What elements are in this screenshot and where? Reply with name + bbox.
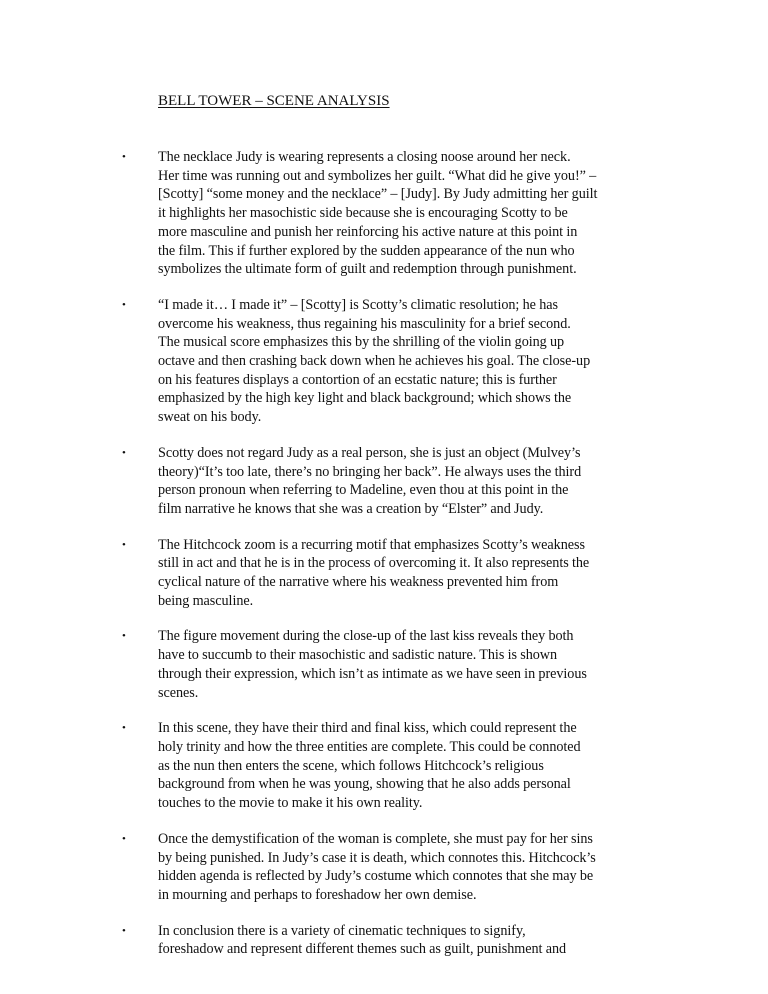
bullet-line: Scotty does not regard Judy as a real person, she is just an object (Mulvey’s bbox=[158, 444, 581, 461]
bullet-line: In conclusion there is a variety of cinematic techniques to signify, bbox=[158, 922, 526, 939]
bullet-item bbox=[118, 148, 658, 279]
bullet-line: holy trinity and how the three entities are complete. This could be connoted bbox=[158, 738, 581, 755]
bullet-line: [Scotty] “some money and the necklace” – [Judy]. By Judy admitting her guilt bbox=[158, 186, 598, 203]
bullet-line: being masculine. bbox=[158, 592, 254, 609]
bullet-line: The necklace Judy is wearing represents a closing noose around her neck. bbox=[158, 149, 571, 165]
bullet-item bbox=[118, 536, 658, 611]
bullet-line: emphasized by the high key light and black background; which shows the bbox=[158, 390, 572, 407]
bullet-line: cyclical nature of the narrative where his weakness prevented him from bbox=[158, 574, 559, 591]
bullet-line: “I made it… I made it” – [Scotty] is Scotty’s climatic resolution; he has bbox=[158, 296, 558, 313]
bullet-list bbox=[118, 148, 658, 976]
bullet-line: touches to the movie to make it his own reality. bbox=[158, 795, 423, 812]
bullet-item bbox=[118, 922, 658, 959]
bullet-line: on his features displays a contortion of an ecstatic nature; this is further bbox=[158, 371, 557, 388]
bullet-line: The Hitchcock zoom is a recurring motif that emphasizes Scotty’s weakness bbox=[158, 536, 585, 553]
bullet-line: theory)“It’s too late, there’s no bringing her back”. He always uses the third bbox=[158, 463, 582, 480]
bullet-line: foreshadow and represent different themes such as guilt, punishment and bbox=[158, 941, 567, 958]
bullet-line: The musical score emphasizes this by the shrilling of the violin going up bbox=[158, 334, 565, 351]
bullet-line: film narrative he knows that she was a creation by “Elster” and Judy. bbox=[158, 500, 544, 517]
bullet-line: In this scene, they have their third and final kiss, which could represent the bbox=[158, 720, 577, 737]
bullet-line: Once the demystification of the woman is complete, she must pay for her sins bbox=[158, 830, 593, 847]
bullet-item bbox=[118, 830, 658, 905]
bullet-item bbox=[118, 627, 658, 702]
bullet-line: by being punished. In Judy’s case it is death, which connotes this. Hitchcock’s bbox=[158, 849, 596, 866]
bullet-marker: • bbox=[122, 538, 126, 551]
bullet-item bbox=[118, 296, 658, 427]
bullet-line: hidden agenda is reflected by Judy’s costume which connotes that she may be bbox=[158, 868, 594, 885]
bullet-line: still in act and that he is in the process of overcoming it. It also represents the bbox=[158, 555, 590, 572]
bullet-marker: • bbox=[122, 722, 126, 735]
bullet-line: overcome his weakness, thus regaining his masculinity for a brief second. bbox=[158, 315, 571, 332]
bullet-line: it highlights her masochistic side because she is encouraging Scotty to be bbox=[158, 205, 568, 222]
bullet-line: scenes. bbox=[158, 684, 199, 701]
bullet-line: The figure movement during the close-up of the last kiss reveals they both bbox=[158, 628, 574, 645]
document-title: BELL TOWER – SCENE ANALYSIS bbox=[158, 93, 390, 109]
bullet-marker: • bbox=[122, 832, 126, 845]
bullet-line: sweat on his body. bbox=[158, 409, 262, 426]
bullet-line: have to succumb to their masochistic and sadistic nature. This is shown bbox=[158, 647, 558, 664]
bullet-marker: • bbox=[122, 151, 126, 163]
bullet-item bbox=[118, 444, 658, 519]
bullet-line: through their expression, which isn’t as intimate as we have seen in previous bbox=[158, 665, 587, 682]
bullet-line: Her time was running out and symbolizes her guilt. “What did he give you!” – bbox=[158, 167, 597, 184]
bullet-marker: • bbox=[122, 298, 126, 311]
bullet-line: background from when he was young, showing that he also adds personal bbox=[158, 776, 571, 793]
bullet-item bbox=[118, 719, 658, 813]
bullet-line: more masculine and punish her reinforcing his active nature at this point in bbox=[158, 223, 578, 240]
bullet-marker: • bbox=[122, 446, 126, 459]
bullet-line: the film. This if further explored by the sudden appearance of the nun who bbox=[158, 242, 575, 259]
bullet-line: person pronoun when referring to Madeline, even thou at this point in the bbox=[158, 482, 569, 499]
bullet-line: as the nun then enters the scene, which follows Hitchcock’s religious bbox=[158, 757, 544, 774]
bullet-marker: • bbox=[122, 924, 126, 937]
bullet-line: octave and then crashing back down when he achieves his goal. The close-up bbox=[158, 353, 591, 370]
bullet-line: in mourning and perhaps to foreshadow her own demise. bbox=[158, 886, 477, 903]
bullet-line: symbolizes the ultimate form of guilt and redemption through punishment. bbox=[158, 261, 577, 278]
bullet-marker: • bbox=[122, 630, 126, 643]
